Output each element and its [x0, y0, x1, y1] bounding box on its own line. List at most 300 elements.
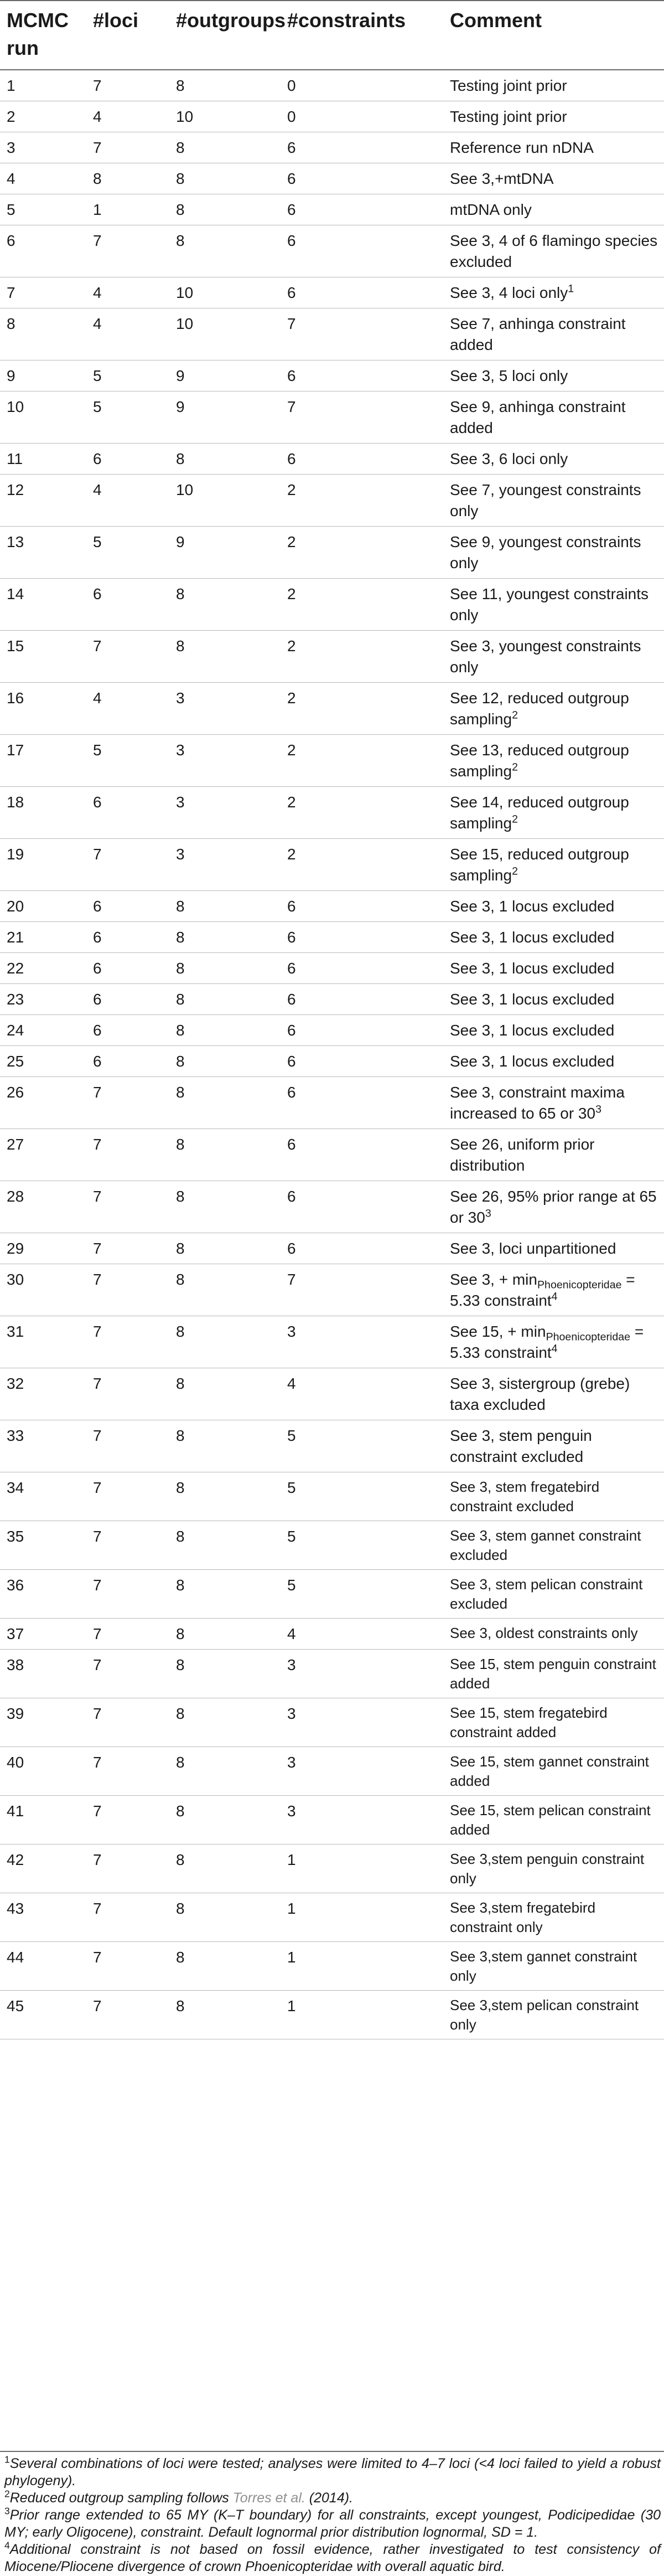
cell-loci: 4: [86, 475, 169, 527]
cell-loci: 7: [86, 1942, 169, 1991]
cell-outgroups: 8: [169, 1991, 281, 2039]
cell-comment: [443, 1015, 664, 1046]
table-row: [0, 308, 664, 360]
cell-constraints: 3: [281, 1650, 443, 1698]
cell-loci: 5: [86, 360, 169, 391]
header-mcmc-run: MCMC run: [0, 0, 86, 70]
cell-constraints: 6: [281, 194, 443, 225]
table-row: [0, 163, 664, 194]
cell-constraints: 5: [281, 1472, 443, 1521]
cell-loci: 7: [86, 225, 169, 277]
cell-loci: 7: [86, 1472, 169, 1521]
cell-loci: 4: [86, 683, 169, 735]
footnote-ref: 1: [568, 282, 574, 295]
cell-loci: 6: [86, 579, 169, 631]
comment-text: See 14, reduced outgroup sampling: [450, 794, 629, 832]
cell-run: 21: [0, 922, 86, 953]
cell-outgroups: 8: [169, 1472, 281, 1521]
cell-run: 4: [0, 163, 86, 194]
cell-comment: [443, 1698, 664, 1747]
cell-constraints: 6: [281, 163, 443, 194]
cell-run: 2: [0, 101, 86, 132]
cell-comment: [443, 101, 664, 132]
footnote-rule: [0, 2451, 664, 2452]
cell-comment: [443, 891, 664, 922]
table-row: [0, 1570, 664, 1619]
table-row: [0, 1893, 664, 1942]
table-row: [0, 70, 664, 101]
cell-constraints: 5: [281, 1420, 443, 1472]
cell-loci: 1: [86, 194, 169, 225]
table-row: [0, 787, 664, 839]
header-loci: #loci: [86, 0, 169, 70]
footnote-ref: 2: [512, 761, 518, 774]
cell-run: 1: [0, 70, 86, 101]
table-row: [0, 391, 664, 444]
comment-text: See 3, 4 loci only: [450, 284, 568, 301]
cell-outgroups: 8: [169, 1181, 281, 1233]
cell-constraints: 6: [281, 1046, 443, 1077]
cell-run: 5: [0, 194, 86, 225]
cell-run: 36: [0, 1570, 86, 1619]
cell-loci: 7: [86, 132, 169, 163]
cell-outgroups: 8: [169, 1015, 281, 1046]
cell-comment: [443, 444, 664, 475]
table-row: [0, 475, 664, 527]
cell-comment: [443, 1046, 664, 1077]
comment-text: See 3,stem gannet constraint only: [450, 1948, 637, 1984]
cell-outgroups: 3: [169, 683, 281, 735]
comment-text: See 3,stem fregatebird constraint only: [450, 1899, 596, 1935]
cell-loci: 4: [86, 101, 169, 132]
cell-outgroups: 3: [169, 839, 281, 891]
table-row: [0, 1233, 664, 1264]
comment-text: See 3, 6 loci only: [450, 450, 568, 467]
cell-constraints: 6: [281, 984, 443, 1015]
cell-constraints: 2: [281, 735, 443, 787]
cell-loci: 7: [86, 1129, 169, 1181]
cell-comment: [443, 787, 664, 839]
cell-run: 38: [0, 1650, 86, 1698]
cell-constraints: 1: [281, 1893, 443, 1942]
cell-constraints: 6: [281, 1129, 443, 1181]
comment-text: See 9, anhinga constraint added: [450, 398, 626, 436]
cell-run: 37: [0, 1619, 86, 1650]
cell-loci: 7: [86, 1796, 169, 1845]
cell-constraints: 1: [281, 1845, 443, 1893]
cell-outgroups: 8: [169, 891, 281, 922]
table-row: [0, 132, 664, 163]
cell-outgroups: 8: [169, 579, 281, 631]
cell-outgroups: 8: [169, 132, 281, 163]
cell-outgroups: 8: [169, 984, 281, 1015]
table-row: [0, 1015, 664, 1046]
cell-comment: [443, 579, 664, 631]
comment-text: See 3, 1 locus excluded: [450, 898, 615, 915]
cell-outgroups: 10: [169, 475, 281, 527]
cell-comment: [443, 225, 664, 277]
table-row: [0, 1181, 664, 1233]
table-row: [0, 444, 664, 475]
cell-comment: [443, 391, 664, 444]
table-row: [0, 101, 664, 132]
header-comment: Comment: [443, 0, 664, 70]
cell-comment: [443, 277, 664, 308]
comment-text: See 3, 1 locus excluded: [450, 1022, 615, 1039]
cell-loci: 7: [86, 1570, 169, 1619]
cell-outgroups: 8: [169, 1077, 281, 1129]
cell-run: 22: [0, 953, 86, 984]
cell-comment: [443, 922, 664, 953]
table-row: [0, 984, 664, 1015]
cell-constraints: 7: [281, 308, 443, 360]
comment-text: See 3, youngest constraints only: [450, 637, 641, 676]
cell-outgroups: 8: [169, 1521, 281, 1570]
comment-text: See 9, youngest constraints only: [450, 533, 641, 571]
cell-loci: 7: [86, 1181, 169, 1233]
comment-text: See 3,+mtDNA: [450, 170, 554, 187]
cell-comment: [443, 1420, 664, 1472]
cell-loci: 6: [86, 953, 169, 984]
footnote-ref: 4: [551, 1342, 558, 1355]
cell-run: 41: [0, 1796, 86, 1845]
table-row: [0, 1077, 664, 1129]
cell-run: 17: [0, 735, 86, 787]
comment-text: See 3, 1 locus excluded: [450, 960, 615, 977]
cell-outgroups: 8: [169, 225, 281, 277]
cell-constraints: 6: [281, 360, 443, 391]
cell-constraints: 0: [281, 70, 443, 101]
cell-constraints: 6: [281, 444, 443, 475]
table-row: [0, 194, 664, 225]
cell-run: 31: [0, 1316, 86, 1368]
cell-run: 12: [0, 475, 86, 527]
footnote-2: $^2$Reduced outgroup sampling follows Torres et al. (2014).: [4, 2488, 354, 2506]
cell-outgroups: 9: [169, 360, 281, 391]
cell-outgroups: 8: [169, 1233, 281, 1264]
comment-text: See 7, anhinga constraint added: [450, 315, 626, 353]
table-row: [0, 1316, 664, 1368]
cell-comment: [443, 1129, 664, 1181]
cell-comment: [443, 194, 664, 225]
comment-text: See 3, sistergroup (grebe) taxa excluded: [450, 1375, 630, 1413]
cell-comment: [443, 1472, 664, 1521]
cell-constraints: 6: [281, 1015, 443, 1046]
comment-text: See 7, youngest constraints only: [450, 481, 641, 519]
cell-run: 30: [0, 1264, 86, 1316]
cell-loci: 7: [86, 1233, 169, 1264]
cell-loci: 7: [86, 1698, 169, 1747]
cell-constraints: 3: [281, 1316, 443, 1368]
cell-constraints: 1: [281, 1942, 443, 1991]
cell-outgroups: 8: [169, 1942, 281, 1991]
cell-run: 35: [0, 1521, 86, 1570]
comment-text: See 3, stem pelican constraint excluded: [450, 1576, 643, 1612]
comment-text: See 15, stem pelican constraint added: [450, 1802, 651, 1838]
table-row: [0, 1619, 664, 1650]
cell-loci: 7: [86, 839, 169, 891]
cell-constraints: 2: [281, 527, 443, 579]
cell-comment: [443, 1991, 664, 2039]
cell-constraints: 6: [281, 132, 443, 163]
cell-outgroups: 8: [169, 194, 281, 225]
cell-loci: 7: [86, 1893, 169, 1942]
cell-constraints: 2: [281, 475, 443, 527]
cell-loci: 7: [86, 1650, 169, 1698]
cell-constraints: 1: [281, 1991, 443, 2039]
comment-subscript: Phoenicopteridae: [546, 1331, 631, 1343]
comment-text: See 3, 5 loci only: [450, 367, 568, 384]
cell-constraints: 6: [281, 1077, 443, 1129]
cell-run: 16: [0, 683, 86, 735]
cell-run: 40: [0, 1747, 86, 1796]
footnote-ref: 4: [551, 1290, 558, 1303]
comment-text: See 15, stem penguin constraint added: [450, 1656, 656, 1692]
table-row: [0, 683, 664, 735]
cell-run: 24: [0, 1015, 86, 1046]
cell-run: 33: [0, 1420, 86, 1472]
cell-loci: 7: [86, 1619, 169, 1650]
cell-outgroups: 8: [169, 1619, 281, 1650]
comment-text: See 3, 1 locus excluded: [450, 929, 615, 946]
cell-loci: 7: [86, 1264, 169, 1316]
cell-comment: [443, 163, 664, 194]
cell-constraints: 6: [281, 277, 443, 308]
cell-run: 10: [0, 391, 86, 444]
cell-constraints: 3: [281, 1747, 443, 1796]
table-row: [0, 631, 664, 683]
cell-comment: [443, 475, 664, 527]
cell-comment: [443, 1845, 664, 1893]
comment-text: See 3, 1 locus excluded: [450, 991, 615, 1008]
comment-text: See 3, 4 of 6 flamingo species excluded: [450, 232, 658, 270]
cell-loci: 5: [86, 735, 169, 787]
cell-constraints: 2: [281, 579, 443, 631]
cell-run: 15: [0, 631, 86, 683]
cell-comment: [443, 527, 664, 579]
comment-text: See 26, uniform prior distribution: [450, 1136, 595, 1174]
cell-outgroups: 8: [169, 1129, 281, 1181]
cell-comment: [443, 953, 664, 984]
cell-comment: [443, 132, 664, 163]
cell-comment: [443, 1181, 664, 1233]
cell-outgroups: 8: [169, 1650, 281, 1698]
table-row: [0, 922, 664, 953]
cell-comment: [443, 1521, 664, 1570]
comment-text: See 3, constraint maxima increased to 65 or 30: [450, 1084, 625, 1122]
cell-outgroups: 9: [169, 527, 281, 579]
header-outgroups: #outgroups: [169, 0, 281, 70]
cell-loci: 8: [86, 163, 169, 194]
comment-text: See 15, stem fregatebird constraint added: [450, 1704, 608, 1740]
table-row: [0, 277, 664, 308]
cell-comment: [443, 308, 664, 360]
cell-outgroups: 8: [169, 1893, 281, 1942]
cell-loci: 7: [86, 1845, 169, 1893]
comment-text: See 3, stem penguin constraint excluded: [450, 1427, 592, 1465]
table-row: [0, 1796, 664, 1845]
comment-text: See 3, 1 locus excluded: [450, 1053, 615, 1070]
cell-loci: 7: [86, 1368, 169, 1420]
cell-outgroups: 8: [169, 70, 281, 101]
cell-constraints: 5: [281, 1570, 443, 1619]
table-row: [0, 1264, 664, 1316]
comment-text: mtDNA only: [450, 201, 532, 218]
cell-loci: 7: [86, 1521, 169, 1570]
cell-run: 34: [0, 1472, 86, 1521]
table-footnotes: [0, 2455, 664, 2575]
table-row: [0, 735, 664, 787]
table-row: [0, 1650, 664, 1698]
cell-run: 14: [0, 579, 86, 631]
footnote-ref: 3: [485, 1207, 491, 1220]
cell-constraints: 2: [281, 839, 443, 891]
table-row: [0, 1472, 664, 1521]
cell-constraints: 3: [281, 1698, 443, 1747]
comment-text: See 3,stem pelican constraint only: [450, 1997, 639, 2033]
cell-loci: 6: [86, 1046, 169, 1077]
cell-run: 6: [0, 225, 86, 277]
comment-text: See 3, stem gannet constraint excluded: [450, 1527, 641, 1563]
cell-loci: 5: [86, 391, 169, 444]
table-row: [0, 1698, 664, 1747]
header-constraints: #constraints: [281, 0, 443, 70]
cell-constraints: 4: [281, 1368, 443, 1420]
cell-run: 18: [0, 787, 86, 839]
cell-loci: 7: [86, 1077, 169, 1129]
cell-comment: [443, 1316, 664, 1368]
cell-run: 25: [0, 1046, 86, 1077]
cell-constraints: 7: [281, 1264, 443, 1316]
cell-loci: 6: [86, 984, 169, 1015]
cell-comment: [443, 1619, 664, 1650]
cell-loci: 6: [86, 922, 169, 953]
comment-text: Testing joint prior: [450, 77, 567, 94]
cell-run: 3: [0, 132, 86, 163]
cell-run: 23: [0, 984, 86, 1015]
cell-run: 44: [0, 1942, 86, 1991]
cell-outgroups: 3: [169, 787, 281, 839]
cell-comment: [443, 984, 664, 1015]
cell-loci: 6: [86, 891, 169, 922]
cell-loci: 6: [86, 1015, 169, 1046]
cell-run: 28: [0, 1181, 86, 1233]
cell-outgroups: 8: [169, 922, 281, 953]
comment-text: See 3, oldest constraints only: [450, 1625, 638, 1641]
footnote-1: $^1$Several combinations of loci were tested; analyses were limited to 4–7 loci (<4 loci failed to yield a robust phylogeny).: [4, 2454, 661, 2489]
cell-outgroups: 8: [169, 953, 281, 984]
cell-outgroups: 8: [169, 1570, 281, 1619]
cell-constraints: 6: [281, 891, 443, 922]
cell-constraints: 6: [281, 922, 443, 953]
footnote-4: $^4$Additional constraint is not based on fossil evidence, rather investigated to test consistency of Miocene/Pliocene divergence of crown Phoenicopteridae with overall aquatic bird.: [4, 2539, 661, 2574]
cell-comment: [443, 1796, 664, 1845]
cell-outgroups: 8: [169, 1698, 281, 1747]
cell-comment: [443, 1893, 664, 1942]
cell-outgroups: 8: [169, 1316, 281, 1368]
cell-run: 27: [0, 1129, 86, 1181]
comment-text: See 3,stem penguin constraint only: [450, 1851, 645, 1887]
comment-text: Reference run nDNA: [450, 139, 594, 156]
cell-comment: [443, 1264, 664, 1316]
cell-run: 20: [0, 891, 86, 922]
table-row: [0, 1046, 664, 1077]
cell-run: 26: [0, 1077, 86, 1129]
cell-comment: [443, 1942, 664, 1991]
footnote-ref: 2: [512, 813, 518, 826]
cell-comment: [443, 735, 664, 787]
cell-loci: 6: [86, 444, 169, 475]
table-row: [0, 225, 664, 277]
cell-constraints: 2: [281, 787, 443, 839]
cell-outgroups: 3: [169, 735, 281, 787]
cell-loci: 4: [86, 277, 169, 308]
cell-outgroups: 10: [169, 277, 281, 308]
comment-text: See 3, loci unpartitioned: [450, 1240, 616, 1257]
cell-loci: 7: [86, 1316, 169, 1368]
cell-run: 13: [0, 527, 86, 579]
comment-text: See 3, + min: [450, 1271, 537, 1288]
comment-text: See 12, reduced outgroup sampling: [450, 689, 629, 728]
cell-comment: [443, 1747, 664, 1796]
cell-loci: 6: [86, 787, 169, 839]
cell-comment: [443, 360, 664, 391]
comment-text: See 15, reduced outgroup sampling: [450, 846, 629, 884]
cell-comment: [443, 1233, 664, 1264]
cell-outgroups: 8: [169, 1264, 281, 1316]
cell-comment: [443, 683, 664, 735]
cell-outgroups: 10: [169, 308, 281, 360]
comment-text: See 15, stem gannet constraint added: [450, 1753, 649, 1789]
cell-outgroups: 8: [169, 1845, 281, 1893]
cell-constraints: 0: [281, 101, 443, 132]
comment-text-end: = 5.33 constraint: [450, 1271, 635, 1309]
table-row: [0, 360, 664, 391]
cell-constraints: 2: [281, 683, 443, 735]
cell-run: 7: [0, 277, 86, 308]
cell-run: 29: [0, 1233, 86, 1264]
cell-loci: 7: [86, 70, 169, 101]
table-row: [0, 527, 664, 579]
cell-outgroups: 8: [169, 1796, 281, 1845]
footnote-ref: 2: [512, 709, 518, 722]
cell-run: 8: [0, 308, 86, 360]
cell-loci: 7: [86, 1420, 169, 1472]
cell-constraints: 6: [281, 225, 443, 277]
cell-constraints: 2: [281, 631, 443, 683]
cell-run: 45: [0, 1991, 86, 2039]
footnote-3: $^3$Prior range extended to 65 MY (K–T boundary) for all constraints, except youngest, Podicipedidae (30 MY; early Oligocene), constraint. Default lognormal prior distribution lognormal, SD = 1.: [4, 2505, 661, 2540]
citation-link[interactable]: Torres et al.: [232, 2490, 305, 2506]
comment-text: See 11, youngest constraints only: [450, 585, 649, 624]
comment-text: See 15, + min: [450, 1323, 546, 1340]
cell-loci: 7: [86, 631, 169, 683]
cell-run: 43: [0, 1893, 86, 1942]
cell-comment: [443, 1570, 664, 1619]
cell-outgroups: 8: [169, 631, 281, 683]
cell-constraints: 4: [281, 1619, 443, 1650]
cell-run: 19: [0, 839, 86, 891]
cell-outgroups: 8: [169, 1747, 281, 1796]
cell-comment: [443, 1077, 664, 1129]
comment-subscript: Phoenicopteridae: [537, 1279, 622, 1291]
cell-constraints: 7: [281, 391, 443, 444]
cell-outgroups: 9: [169, 391, 281, 444]
cell-outgroups: 8: [169, 1046, 281, 1077]
cell-run: 39: [0, 1698, 86, 1747]
table-row: [0, 891, 664, 922]
cell-run: 32: [0, 1368, 86, 1420]
